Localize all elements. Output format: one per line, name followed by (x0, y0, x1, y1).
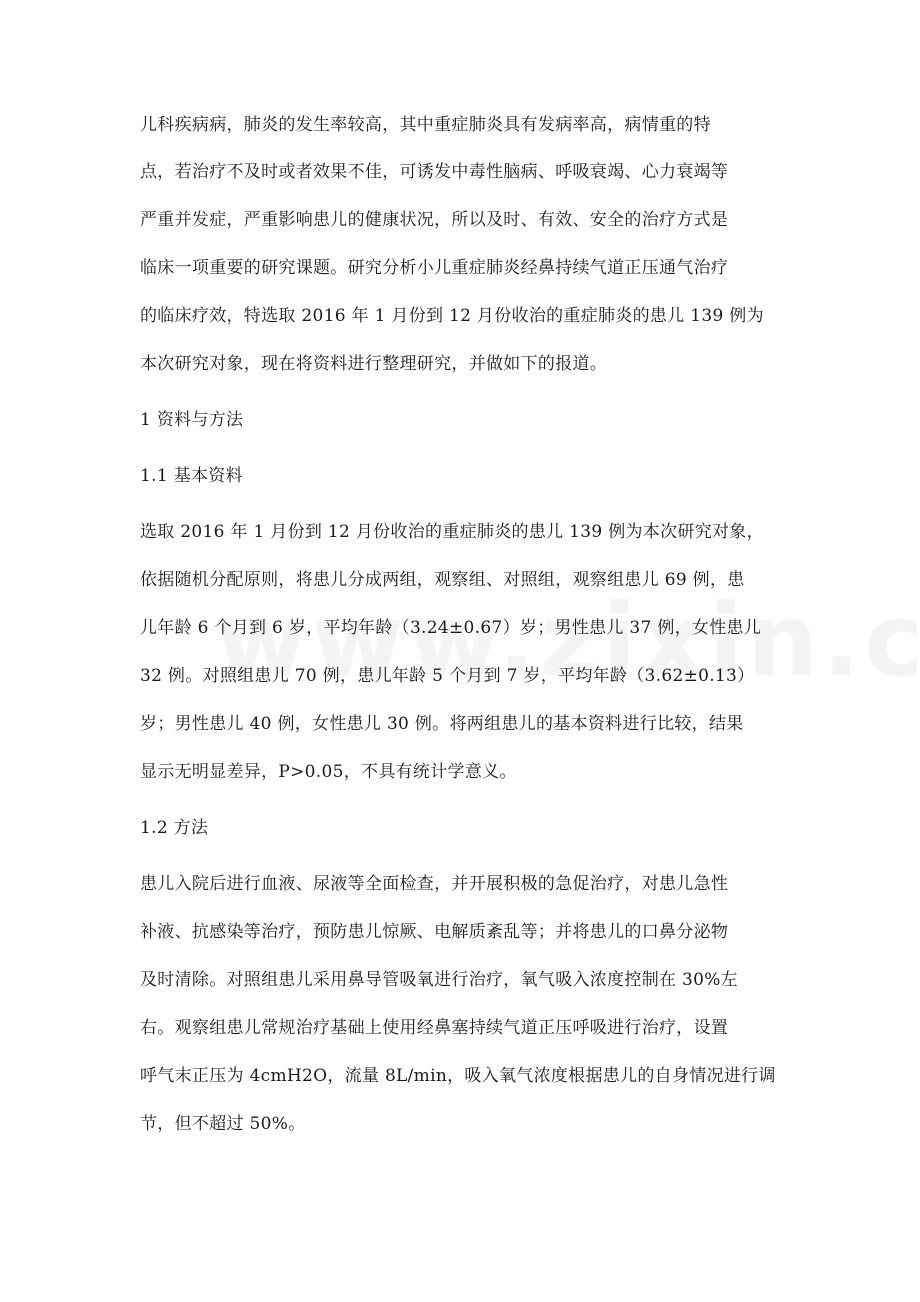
subsection-heading: 1.1 基本资料 (140, 466, 243, 486)
paragraph-line: 右。观察组患儿常规治疗基础上使用经鼻塞持续气道正压呼吸进行治疗，设置 (140, 1018, 729, 1038)
section-heading: 1 资料与方法 (140, 410, 244, 430)
paragraph-line: 点，若治疗不及时或者效果不佳，可诱发中毒性脑病、呼吸衰竭、心力衰竭等 (140, 162, 729, 182)
paragraph-line: 呼气末正压为 4cmH2O，流量 8L/min，吸入氧气浓度根据患儿的自身情况进行调 (140, 1066, 776, 1086)
paragraph-line: 儿年龄 6 个月到 6 岁，平均年龄（3.24±0.67）岁；男性患儿 37 例，女性患儿 (140, 618, 762, 638)
paragraph-line: 的临床疗效，特选取 2016 年 1 月份到 12 月份收治的重症肺炎的患儿 139 例为 (140, 306, 764, 326)
paragraph-line: 本次研究对象，现在将资料进行整理研究，并做如下的报道。 (140, 354, 608, 374)
paragraph-line: 依据随机分配原则，将患儿分成两组，观察组、对照组，观察组患儿 69 例，患 (140, 570, 745, 590)
paragraph-line: 节，但不超过 50%。 (140, 1114, 306, 1134)
paragraph-line: 儿科疾病病，肺炎的发生率较高，其中重症肺炎具有发病率高，病情重的特 (140, 115, 711, 135)
paragraph-line: 及时清除。对照组患儿采用鼻导管吸氧进行治疗，氧气吸入浓度控制在 30%左 (140, 970, 738, 990)
paragraph-line: 补液、抗感染等治疗，预防患儿惊厥、电解质紊乱等；并将患儿的口鼻分泌物 (140, 922, 729, 942)
paragraph-line: 临床一项重要的研究课题。研究分析小儿重症肺炎经鼻持续气道正压通气治疗 (140, 258, 729, 278)
paragraph-line: 32 例。对照组患儿 70 例，患儿年龄 5 个月到 7 岁，平均年龄（3.62±0.13） (140, 666, 755, 686)
subsection-heading: 1.2 方法 (140, 818, 209, 838)
paragraph-line: 岁；男性患儿 40 例，女性患儿 30 例。将两组患儿的基本资料进行比较，结果 (140, 714, 744, 734)
paragraph-line: 患儿入院后进行血液、尿液等全面检查，并开展积极的急促治疗，对患儿急性 (140, 874, 729, 894)
paragraph-line: 选取 2016 年 1 月份到 12 月份收治的重症肺炎的患儿 139 例为本次研究对象， (140, 522, 764, 542)
paragraph-line: 严重并发症，严重影响患儿的健康状况，所以及时、有效、安全的治疗方式是 (140, 210, 729, 230)
paragraph-line: 显示无明显差异，P>0.05，不具有统计学意义。 (140, 762, 517, 782)
